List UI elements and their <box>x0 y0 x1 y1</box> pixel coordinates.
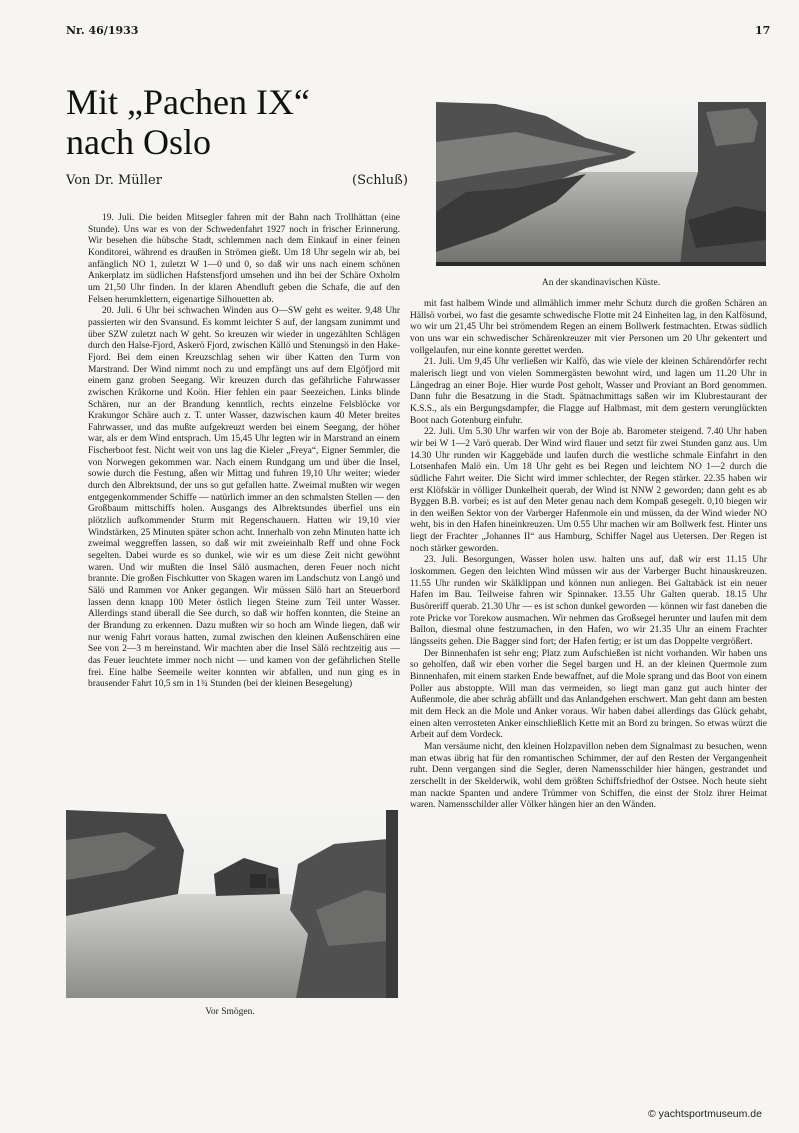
article-author: Von Dr. Müller <box>66 173 162 188</box>
caption-coast: An der skandinavischen Küste. <box>541 278 661 288</box>
photo-smoegen-image <box>66 810 398 998</box>
col2-paragraph-4: 23. Juli. Besorgungen, Wasser holen usw. halten uns auf, daß wir erst 11.15 Uhr loskommen. Gegen den leichten Wind müssen wir aus der Varberger Bucht hinauskreuzen. 11.55 Uhr runden wir Skälklippan und können nun anliegen. Bei Galtabäck ist ein neuer Hafen im Bau. Teilweise fahren wir Spinnaker. 13.55 Uhr Galten querab. 18.15 Uhr Busöreriff querab. 21.30 Uhr — es ist schon dunkel geworden — können wir fast daneben die rote Pricke vor Torekow ausmachen. Wir nehmen das Großsegel herunter und laufen mit dem Ballon, diesmal ohne festzumachen, in den Hafen, wo wir 21.35 Uhr an einem Frachter längsseits gehen. Die Bagger sind fort; der Hafen fertig; er ist um das Doppelte vergrößert. <box>410 555 767 648</box>
caption-smoegen: Vor Smögen. <box>205 1007 255 1017</box>
col1-paragraph-1: 19. Juli. Die beiden Mitsegler fahren mit der Bahn nach Trollhättan (eine Stunde). Uns war es von der Schwedenfahrt 1927 noch in frischer Erinnerung. Wir besehen die hübsche Stadt, schlemmen nach dem Einkauf in einer feinen Konditorei, während es draußen in Strömen gießt. Um 18 Uhr segeln wir ab, bei anfänglich NO 1, zuletzt W 1—0 und 0, so daß wir uns nach einem schönen Ankerplatz im südlichen Hafstensfjord umsehen und ihn bei der Schäre Oxholm um 21,50 Uhr finden. In der klaren Abendluft geben die Schafe, die auf den Felsen herumklettern, eigenartige Silhouetten ab. <box>88 213 400 305</box>
col2-paragraph-2: 21. Juli. Um 9,45 Uhr verließen wir Kalfö, das wie viele der kleinen Schärendörfer recht malerisch liegt und von vielen Sommergästen bewohnt wird, und lagen um 11.20 Uhr in Längedrag an einer Boje. Hier wurde Post geholt, Wasser und Proviant an Bord genommen. Dann fuhr die Besatzung in die Stadt. Spätnachmittags saßen wir im Klubrestaurant der K.S.S., als ein Bergungsdampfer, die Flagge auf Halbmast, mit dem gestern verunglückten Boot nach Gotenburg einfuhr. <box>410 357 767 426</box>
col2-paragraph-1: mit fast halbem Winde und allmählich immer mehr Schutz durch die großen Schären an Hällsö vorbei, wo fast die gesamte schwedische Flotte mit 24 Einheiten lag, in den Kalfösund, wo wir um 21,45 Uhr bei strömendem Regen an einem Bollwerk festmachten. Etwas südlich von uns war ein schwedischer Schärenkreuzer mit vier Personen um 20 Uhr gekentert und vollgelaufen, nur eine konnte gerettet werden. <box>410 299 767 356</box>
article-title <box>66 82 310 162</box>
article-column-2 <box>410 299 767 1036</box>
article-column-1 <box>88 213 400 691</box>
photo-scandinavian-coast <box>436 102 766 266</box>
photo-scandinavian-coast-image <box>436 102 766 266</box>
page-number: 17 <box>755 24 771 37</box>
article-title-line-2: nach Oslo <box>66 122 211 162</box>
col2-paragraph-3: 22. Juli. Um 5.30 Uhr warfen wir von der Boje ab. Barometer steigend. 7.40 Uhr haben wir bei W 1—2 Varö querab. Der Wind wird flauer und setzt für zwei Stunden ganz aus. Um 14.30 Uhr runden wir Kaggebäde und laufen durch die westliche schmale Einfahrt in den Lotsenhafen Malö ein. Um 18 Uhr geht es bei Regen und leichtem NO 1—2 durch die südliche Fahrt weiter. Die Sicht wird immer schlechter, der Regen stärker. 22.35 haben wir erst Klöfskär in völliger Dunkelheit querab, der Wind ist NNW 2 geworden; dann geht es ab Byggen B.B. vorbei; es ist auf den Meter genau nach dem Kompaß gesegelt. 0,10 biegen wir in den weißen Sektor von der Varberger Hafenmole ein und müssen, da der Wind wieder NO weht, bis in den Hafen hineinkreuzen. Um 0.55 Uhr machen wir am Bollwerk fest. Hinter uns liegt der Frachter „Johannes II“ aus Hamburg, Schiffer Nagel aus Uetersen. Der Regen ist noch stärker geworden. <box>410 427 767 554</box>
col1-paragraph-2: 20. Juli. 6 Uhr bei schwachen Winden aus O—SW geht es weiter. 9,48 Uhr passierten wir den Svansund. Es kommt leichter S auf, der langsam zunimmt und über SZW zuletzt nach W geht. So kreuzen wir wieder in ungezählten Schlägen durch den Halse-Fjord, Askerö Fjord, zwischen Källö und Stenungsö in den Hake-Fjord. Bei dem einen Kreuzschlag sehen wir über Katten den Turm von Marstrand. Der Wind nimmt noch zu und empfängt uns auf dem Elgöfjord mit einem ganz groben Seegang. Wir kreuzen durch das gefährliche Fahrwasser zwischen Kråkorne und Koön. Hier fehlen ein paar Seezeichen. Links blinde Schären, nur an der Brandung kenntlich, rechts einzelne Felsblöcke vor Krakungor Schäre auch z. T. unter Wasser, dazwischen kaum 40 Meter breites Fahrwasser, und das mußte aufgekreuzt werden bei einem Seegang, der höher war, als er dem Wind entsprach. Um 15,45 Uhr legten wir in Marstrand an einem Fischerboot fest. Nicht weit von uns lag die Kieler „Freya“, Eigner Semmler, die von Norwegen gekommen war. Nach einem Rundgang um und über die Insel, sowie durch die Festung, aßen wir Mittag und fuhren 19,10 Uhr weiter; wieder durch den Albrektsund, der uns so gut gefallen hatte. Zweimal mußten wir wegen entgegenkommender Schiffe — natürlich immer an den schmalsten Stellen — den Großbaum mittschiffs holen. Ausgangs des Albrektsundes überfiel uns ein plötzlich aufkommender Sturm mit Regenschauern. Hatten wir 19,10 vier Windstärken, 25 Minuten später schon acht. Innerhalb von zehn Minuten hatte ich zweimal weggreffen lassen, so daß wir mit zweieinhalb Reff und ohne Fock segelten. Dabei wurde es so dunkel, wie wir es um diese Zeit nicht gewöhnt waren. Und wir mußten die Insel Sälö ausmachen, deren Feuer noch nicht brannte. Die großen Fischkutter von Skagen waren im Landschutz von Langö und Sälö und Rammen vor Anker gegangen. Wir müssen Sälö hart an Steuerbord lassen denn knapp 100 Meter östlich liegen Steine zum Teil unter Wasser. Allerdings stand überall die See durch, so daß wir hoffen konnten, die Steine an der Brandung zu erkennen. Dazu mußten wir so hoch am Winde liegen, daß wir nur wenig Fahrt voraus hatten, zumal zwischen den kleinen Außenschären eine See von 2—3 m hereinstand. Wir machten aber die Insel Sälö rechtzeitig aus — das Feuer leuchtete immer noch nicht — und kamen von der gefährlichen Stelle frei. Eine halbe Seemeile weiter konnten wir abfallen, und nun ging es in brausender Fahrt 10,5 sm in 1¾ Stunden (bei der kleinen Besegelung) <box>88 306 400 690</box>
col2-paragraph-6: Man versäume nicht, den kleinen Holzpavillon neben dem Signalmast zu besuchen, wenn man etwas übrig hat für den romantischen Schimmer, der auf den Resten der Vergangenheit ruht. Denn vergangen sind die Segler, deren Namensschilder hier hängen, gestrandet und zerschellt in der Skelderwik, wohl dem größten Schiffsfriedhof der Ostsee. Noch heute sieht man nackte Spanten und andere Trümmer von Schiffen, die einst der Stolz ihrer Heimat waren. Namensschilder aller Völker hängen hier an den Wänden. <box>410 741 767 811</box>
col2-paragraph-5: Der Binnenhafen ist sehr eng; Platz zum Aufschießen ist nicht vorhanden. Wir haben uns so geholfen, daß wir eben vorher die Segel bargen und H. an der kleinen Quermole zum Binnenhafen, mit einem starken Ende bewaffnet, auf die Mole sprang und das Boot von einem Poller aus abstoppte. Will man das vermeiden, so liegt man ganz gut auch hinter der Außenmole, die aber schräg abfällt und das Anlandgehen erschwert. Man geht dann am besten mit dem Heck an die Mole und Anker voraus. Wir haben dabei allerdings das Glück gehabt, einen alten verrosteten Anker einschließlich Kette mit an Bord zu bringen. So etwas würzt die Arbeit auf dem Vordeck. <box>410 648 767 741</box>
page-header-issue: Nr. 46/1933 <box>66 24 139 37</box>
article-title-line-1: Mit „Pachen IX“ <box>66 82 310 122</box>
copyright-credit: © yachtsportmuseum.de <box>648 1108 762 1120</box>
photo-smoegen <box>66 810 398 998</box>
article-continuation-note: (Schluß) <box>352 173 408 188</box>
